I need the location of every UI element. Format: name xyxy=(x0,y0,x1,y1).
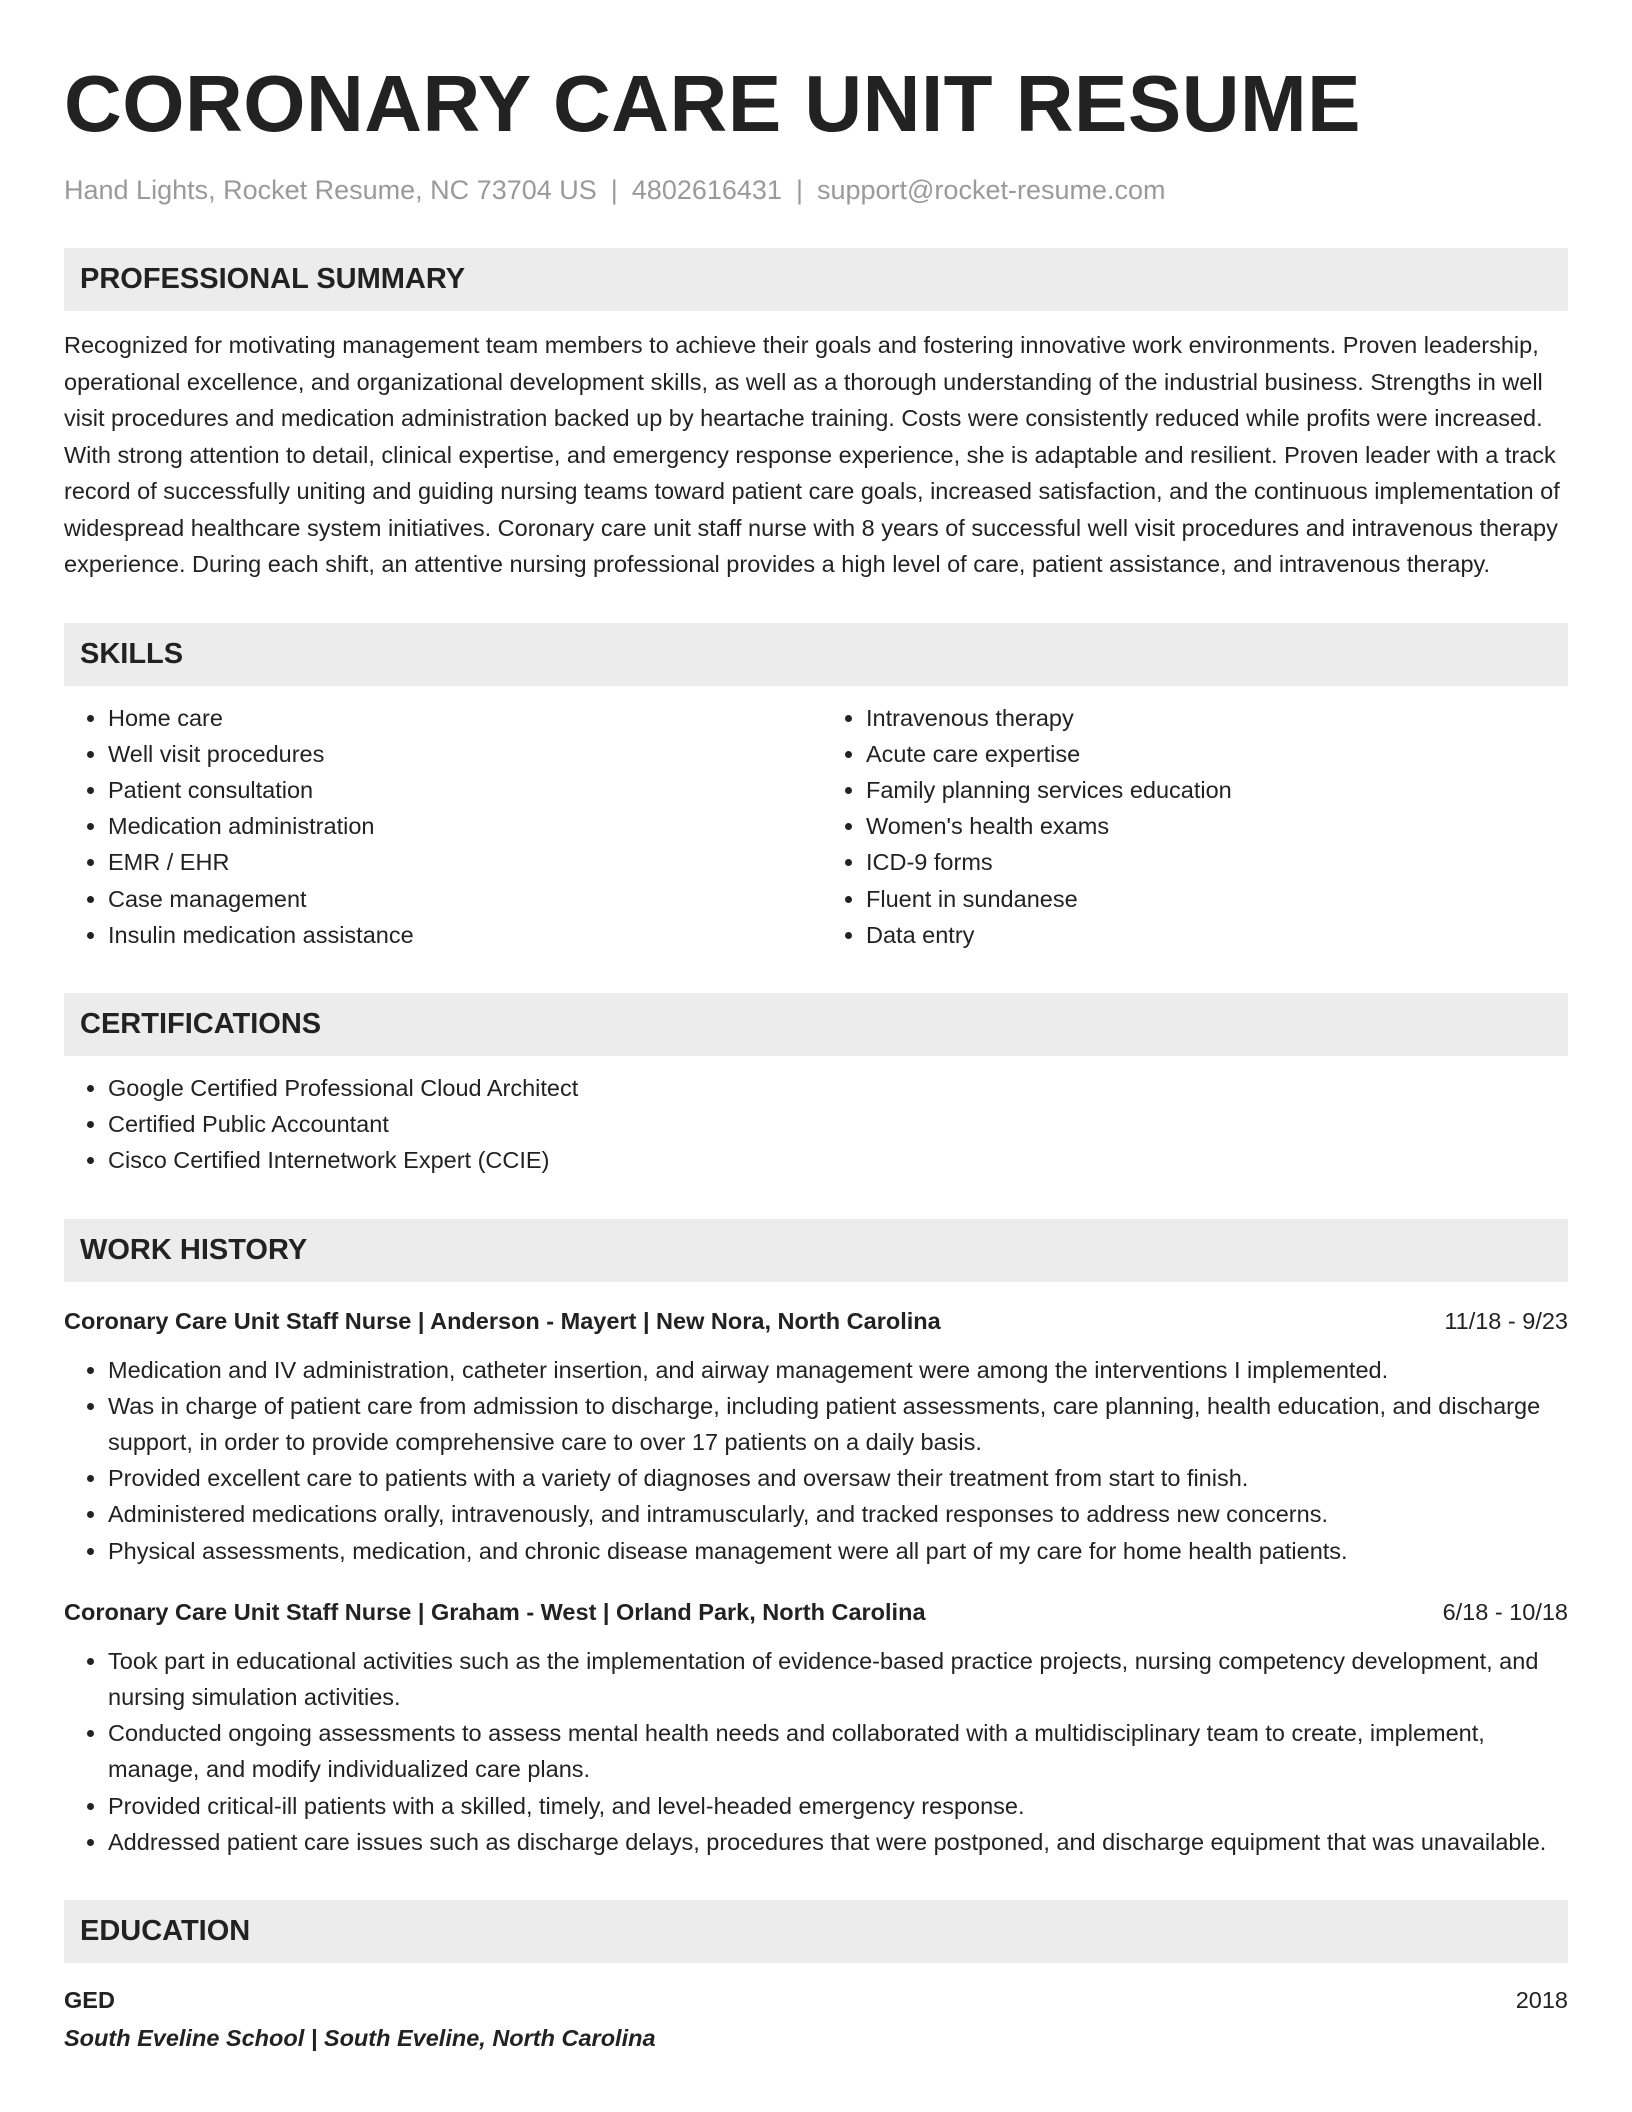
skill-item: • Fluent in sundanese xyxy=(866,881,1568,917)
certification-item: • Google Certified Professional Cloud Architect xyxy=(108,1070,1568,1106)
contact-address: Hand Lights, Rocket Resume, NC 73704 US xyxy=(64,175,597,205)
job-bullet: • Physical assessments, medication, and chronic disease management were all part of my care for home health patients. xyxy=(108,1533,1568,1569)
skill-item: • Acute care expertise xyxy=(866,736,1568,772)
job-bullets xyxy=(64,1352,1568,1569)
contact-line xyxy=(64,172,1568,208)
skill-item: • Intravenous therapy xyxy=(866,700,1568,736)
certification-item: • Certified Public Accountant xyxy=(108,1106,1568,1142)
job-header xyxy=(64,1595,1568,1629)
job-bullet: • Was in charge of patient care from admission to discharge, including patient assessments, care planning, health education, and discharge support, in order to provide comprehensive care to over 17 patients on a daily basis. xyxy=(108,1388,1568,1460)
certification-item: • Cisco Certified Internetwork Expert (CCIE) xyxy=(108,1142,1568,1178)
work-history-heading: WORK HISTORY xyxy=(64,1219,1568,1282)
education-school: South Eveline School | South Eveline, North Carolina xyxy=(64,2024,656,2051)
summary-text: Recognized for motivating management team members to achieve their goals and fostering innovative work environments. Proven leadership, operational excellence, and organizational development skills, as well as a thorough understanding of the industrial business. Strengths in well visit procedures and medication administration backed up by heartache training. Costs were consistently reduced while profits were increased. With strong attention to detail, clinical expertise, and emergency response experience, she is adaptable and resilient. Proven leader with a track record of successfully uniting and guiding nursing teams toward patient care goals, increased satisfaction, and the continuous implementation of widespread healthcare system initiatives. Coronary care unit staff nurse with 8 years of successful well visit procedures and intravenous therapy experience. During each shift, an attentive nursing professional provides a high level of care, patient assistance, and intravenous therapy. xyxy=(64,332,1560,577)
skill-item: • EMR / EHR xyxy=(108,844,810,880)
skill-item: • Family planning services education xyxy=(866,772,1568,808)
job-entry xyxy=(64,1304,1568,1569)
education-header xyxy=(64,1983,1568,2017)
education-degree: GED xyxy=(64,1986,115,2013)
job-bullet: • Provided excellent care to patients with a variety of diagnoses and oversaw their treatment from start to finish. xyxy=(108,1460,1568,1496)
job-bullet: • Addressed patient care issues such as discharge delays, procedures that were postponed, and discharge equipment that was unavailable. xyxy=(108,1824,1568,1860)
job-bullets xyxy=(64,1643,1568,1860)
skills-columns xyxy=(64,686,1568,953)
contact-phone: 4802616431 xyxy=(631,175,782,205)
skills-list-right xyxy=(810,700,1568,953)
job-bullet: • Took part in educational activities such as the implementation of evidence-based practice projects, nursing competency development, and nursing simulation activities. xyxy=(108,1643,1568,1715)
certifications-list xyxy=(64,1070,1568,1179)
skill-item: • Women's health exams xyxy=(866,808,1568,844)
job-title: Coronary Care Unit Staff Nurse | Graham - West | Orland Park, North Carolina xyxy=(64,1598,926,1625)
job-bullet: • Medication and IV administration, catheter insertion, and airway management were among the interventions I implemented. xyxy=(108,1352,1568,1388)
job-bullet: • Administered medications orally, intravenously, and intramuscularly, and tracked responses to address new concerns. xyxy=(108,1496,1568,1532)
skill-item: • Insulin medication assistance xyxy=(108,917,810,953)
job-title: Coronary Care Unit Staff Nurse | Anderson - Mayert | New Nora, North Carolina xyxy=(64,1307,941,1334)
skill-item: • ICD-9 forms xyxy=(866,844,1568,880)
job-dates: 11/18 - 9/23 xyxy=(1444,1307,1568,1334)
skills-list-left xyxy=(64,700,810,953)
education-year: 2018 xyxy=(1515,1986,1568,2013)
skill-item: • Patient consultation xyxy=(108,772,810,808)
skill-item: • Home care xyxy=(108,700,810,736)
skill-item: • Case management xyxy=(108,881,810,917)
summary-heading: PROFESSIONAL SUMMARY xyxy=(64,248,1568,311)
job-entry xyxy=(64,1595,1568,1860)
contact-separator: | xyxy=(610,175,618,205)
education-heading: EDUCATION xyxy=(64,1900,1568,1963)
skill-item: • Data entry xyxy=(866,917,1568,953)
job-bullet: • Provided critical-ill patients with a skilled, timely, and level-headed emergency response. xyxy=(108,1788,1568,1824)
skills-heading: SKILLS xyxy=(64,623,1568,686)
skill-item: • Well visit procedures xyxy=(108,736,810,772)
job-header xyxy=(64,1304,1568,1338)
job-bullet: • Conducted ongoing assessments to assess mental health needs and collaborated with a multidisciplinary team to create, implement, manage, and modify individualized care plans. xyxy=(108,1715,1568,1787)
contact-separator: | xyxy=(795,175,803,205)
certifications-heading: CERTIFICATIONS xyxy=(64,993,1568,1056)
job-dates: 6/18 - 10/18 xyxy=(1442,1598,1568,1625)
skill-item: • Medication administration xyxy=(108,808,810,844)
resume-title: CORONARY CARE UNIT RESUME xyxy=(64,59,1362,148)
contact-email[interactable]: support@rocket-resume.com xyxy=(816,175,1166,205)
